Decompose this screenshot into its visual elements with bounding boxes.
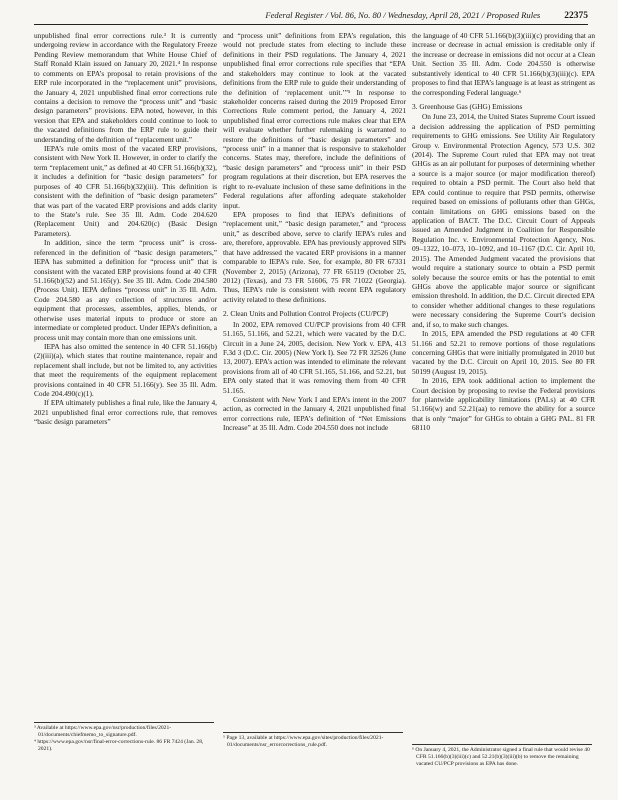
paragraph: In 2002, EPA removed CU/PCP provisions from 40 CFR 51.165, 51.166, and 52.21, which were vacated by the D.C. Circuit in a June 24, 2005, decision. New York v. EPA, 413 F.3d 3 (D.C. Cir. 2005) (New York I). See 72 FR 32526 (June 13, 2007). EPA’s action was intended to eliminate the relevant provisions from all of 40 CFR 51.165, 51.166, and 52.21, but EPA only stated that it was removing them from 40 CFR 51.165. <box>223 319 406 395</box>
footnote: ³ Available at https://www.epa.gov/nsr/production/files/2021-01/documents/chiefmemo_to_signature.pdf. <box>34 725 172 739</box>
paragraph: IEPA has also omitted the sentence in 40 CFR 51.166(b)(2)(iii)(a), which states that routine maintenance, repair and replacement shall include, but not be limited to, any activities that meet the requirements of the equipment replacement provisions contained in 40 CFR 51.166(y). See 35 Ill. Adm. Code 204.490(c)(1). <box>34 341 217 399</box>
footnote: ⁴ https://www.epa.gov/nsr/final-error-corrections-rule. 86 FR 7424 (Jan. 28, 2021). <box>34 739 204 753</box>
paragraph: unpublished final error corrections rule.³ It is currently undergoing review in accordance with the Regulatory Freeze Pending Review memorandum that White House Chief of Staff Ronald Klain issued on January 20, 2021.⁴ In response to comments on EPA’s proposal to retain provisions of the ERP rule incorporated in the “replacement unit” provisions, the January 4, 2021 unpublished final error corrections rule contains a decision to remove the “process unit” and “basic design parameters” provisions. EPA noted, however, in this version that EPA and stakeholders could continue to look to the vacated definitions from the ERP rule to guide their understanding of the definition of “replacement unit.” <box>34 31 217 144</box>
section-heading: 3. Greenhouse Gas (GHG) Emissions <box>412 101 523 111</box>
paragraph: the language of 40 CFR 51.166(b)(3)(iii)(c) providing that an increase or decrease in actual emission is creditable only if the increase or decrease in emissions did not occur at a Clean Unit. Section 35 Ill. Adm. Code 204.550 is otherwise substantively identical to 40 CFR 51.166(b)(3)(iii)(c). EPA proposes to find that IEPA’s language is at least as stringent as the corresponding Federal language.⁶ <box>412 31 595 97</box>
page-header <box>34 10 588 25</box>
paragraph: On June 23, 2014, the United States Supreme Court issued a decision addressing the application of PSD permitting requirements to GHG emissions. See Utility Air Regulatory Group v. Environmental Protection Agency, 573 U.S. 302 (2014). The Supreme Court ruled that EPA may not treat GHGs as an air pollutant for purposes of determining whether a source is a major source (or major modification thereof) required to obtain a PSD permit. The Court also held that EPA could continue to require that PSD permits, otherwise required based on emissions of pollutants other than GHGs, contain limitations on GHG emissions based on the application of BACT. The D.C. Circuit Court of Appeals issued an Amended Judgment in Coalition for Responsible Regulation Inc. v. Environmental Protection Agency, Nos. 09–1322, 10–073, 10–1092, and 10–1167 (D.C. Cir. April 10, 2015). The Amended Judgment vacated the provisions that would require a stationary source to obtain a PSD permit solely because the source emits or has the potential to emit GHGs above the applicable major source or significant emission threshold. In addition, the D.C. Circuit directed EPA to consider whether additional changes to these regulations were necessary considering the Supreme Court’s decision and, if so, to make such changes. <box>412 112 595 329</box>
footnotes-column-3 <box>412 744 592 768</box>
footnote: ⁶ On January 4, 2021, the Administrator signed a final rule that would revise 40 CFR 51.166(b)(3)(iii)(c) and 52.21(b)(3)(iii)(b) to remove the remaining vacated CU/PCP provisions as EPA has done. <box>412 747 590 768</box>
footnotes-column-1 <box>34 722 214 753</box>
paragraph: In addition, since the term “process unit” is cross-referenced in the definition of “basic design parameters,” IEPA has submitted a definition for “process unit” that is consistent with the vacated ERP provisions found at 40 CFR 51.166(b)(52) and 51.165(y). See 35 Ill. Adm. Code 204.580 (Process Unit). IEPA defines “process unit” in 35 Ill. Adm. Code 204.580 as any collection of structures and/or equipment that processes, assembles, applies, blends, or otherwise uses material inputs to produce or store an intermediate or completed product. Under IEPA’s definition, a process unit may contain more than one emissions unit. <box>34 238 217 342</box>
paragraph: In 2016, EPA took additional action to implement the Court decision by proposing to revise the Federal provisions for plantwide applicability limitations (PALs) at 40 CFR 51.166(w) and 52.21(aa) to remove the ability for a source that is only “major” for GHGs to obtain a GHG PAL. 81 FR 68110 <box>412 376 595 433</box>
footnote: ⁵ Page 13, available at https://www.epa.gov/sites/production/files/2021-01/documents/nsr_errorcorrections_rule.pdf. <box>223 735 384 749</box>
running-head: Federal Register / Vol. 86, No. 80 / Wednesday, April 28, 2021 / Proposed Rules <box>265 10 541 20</box>
page-number: 22375 <box>564 11 588 21</box>
paragraph: IEPA’s rule omits most of the vacated ERP provisions, consistent with New York II. However, in order to clarify the term “replacement unit,” as defined at 40 CFR 51.166(b)(32), it includes a definition for “basic design parameters” for purposes of 40 CFR 51.166(b)(32)(iii). This definition is consistent with the definition of “basic design parameters” that was part of the vacated ERP provisions and adds clarity to the State’s rule. See 35 Ill. Adm. Code 204.620 (Replacement Unit) and 204.620(c) (Basic Design Parameters). <box>34 144 217 238</box>
column-3 <box>412 31 595 433</box>
paragraph: EPA proposes to find that IEPA’s definitions of “replacement unit,” “basic design parameter,” and “process unit,” as described above, serve to clarify IEPA’s rules and are, therefore, approvable. EPA has previously approved SIPs that have addressed the vacated ERP provisions in a manner comparable to IEPA’s rule. See, for example, 80 FR 67331 (November 2, 2015) (Arizona), 77 FR 65119 (October 25, 2012) (Texas), and 73 FR 51606, 75 FR 71022 (Georgia). Thus, IEPA’s rule is consistent with recent EPA regulatory activity related to these definitions. <box>223 210 406 304</box>
paragraph: Consistent with New York I and EPA’s intent in the 2007 action, as corrected in the January 4, 2021 unpublished final error corrections rule, IEPA’s definition of “Net Emissions Increase” at 35 Ill. Adm. Code 204.550 does not include <box>223 395 406 433</box>
column-1 <box>34 31 217 427</box>
footnotes-column-2 <box>223 732 403 749</box>
paragraph: In 2015, EPA amended the PSD regulations at 40 CFR 51.166 and 52.21 to remove portions of those regulations concerning GHGs that were initially promulgated in 2010 but vacated by the D.C. Circuit on April 10, 2015. See 80 FR 50199 (August 19, 2015). <box>412 329 595 376</box>
column-2 <box>223 31 406 433</box>
paragraph: If EPA ultimately publishes a final rule, like the January 4, 2021 unpublished final error corrections rule, that removes “basic design parameters” <box>34 398 217 427</box>
paragraph: and “process unit” definitions from EPA’s regulation, this would not preclude states from electing to include these definitions in their PSD regulations. The January 4, 2021 unpublished final error corrections rule specifies that “EPA and stakeholders may continue to look at the vacated definitions from the ERP rule to guide their understanding of the definition of ‘replacement unit.’”⁵ In response to stakeholder concerns raised during the 2019 Proposed Error Corrections Rule comment period, the January 4, 2021 unpublished final error corrections rule makes clear that EPA will evaluate whether further rulemaking is warranted to restore the definitions of “basic design parameters” and “process unit” in a manner that is responsive to stakeholder concerns. States may, therefore, include the definitions of “basic design parameters” and “process unit” in their PSD program regulations at their discretion, but EPA reserves the right to re-evaluate inclusion of these same definitions in the Federal regulations after affording adequate stakeholder input. <box>223 31 406 210</box>
section-heading: 2. Clean Units and Pollution Control Projects (CU/PCP) <box>223 309 389 319</box>
